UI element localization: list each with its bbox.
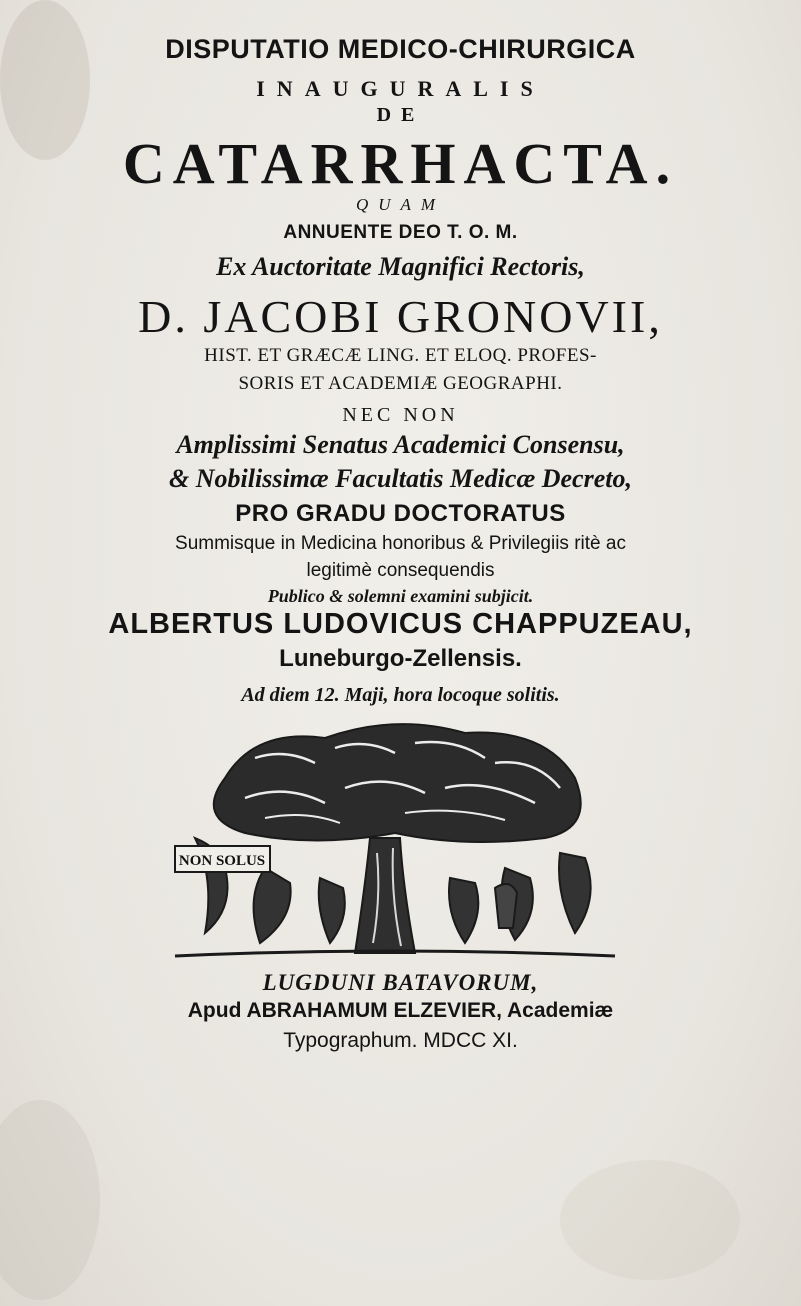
author-name: ALBERTUS LUDOVICUS CHAPPUZEAU,	[108, 608, 693, 640]
title-subject: CATARRHACTA.	[122, 131, 679, 196]
title-line-senatus: Amplissimi Senatus Academici Consensu,	[176, 430, 625, 459]
rector-title-1: HIST. ET GRÆCÆ LING. ET ELOQ. PROFES-	[204, 345, 597, 366]
title-line-facultatis: & Nobilissimæ Facultatis Medicæ Decreto,	[169, 464, 632, 493]
title-line-pro-gradu: PRO GRADU DOCTORATUS	[235, 500, 566, 527]
author-origin: Luneburgo-Zellensis.	[279, 645, 522, 672]
rector-title-2: SORIS ET ACADEMIÆ GEOGRAPHI.	[238, 373, 563, 394]
title-line-de: DE	[376, 104, 425, 126]
imprint-city: LUGDUNI BATAVORUM,	[262, 970, 539, 995]
rector-name: D. JACOBI GRONOVII,	[138, 291, 663, 342]
title-line-summisque: Summisque in Medicina honoribus & Privilegiis ritè ac	[175, 533, 626, 554]
title-line-ad-diem: Ad diem 12. Maji, hora locoque solitis.	[241, 684, 560, 706]
title-line-legitime: legitimè consequendis	[306, 560, 495, 581]
paper-stain	[560, 1160, 740, 1280]
motto-text: NON SOLUS	[178, 853, 266, 869]
title-line-annuente: ANNUENTE DEO T. O. M.	[283, 222, 518, 243]
title-line-inauguralis: INAUGURALIS	[256, 76, 545, 101]
printer-device-tree-icon	[165, 718, 625, 963]
title-line-quam: QUAM	[355, 195, 446, 214]
title-line-nec-non: NEC NON	[342, 404, 459, 426]
paper-stain	[0, 1100, 100, 1300]
title-line-publico: Publico & solemni examini subjicit.	[267, 586, 534, 606]
title-line-disputatio: DISPUTATIO MEDICO-CHIRURGICA	[165, 34, 636, 64]
imprint-typographum: Typographum. MDCC XI.	[283, 1029, 518, 1052]
title-line-ex-auctoritate: Ex Auctoritate Magnifici Rectoris,	[216, 252, 585, 281]
motto-banner	[175, 846, 270, 872]
imprint-printer: Apud ABRAHAMUM ELZEVIER, Academiæ	[187, 999, 614, 1022]
